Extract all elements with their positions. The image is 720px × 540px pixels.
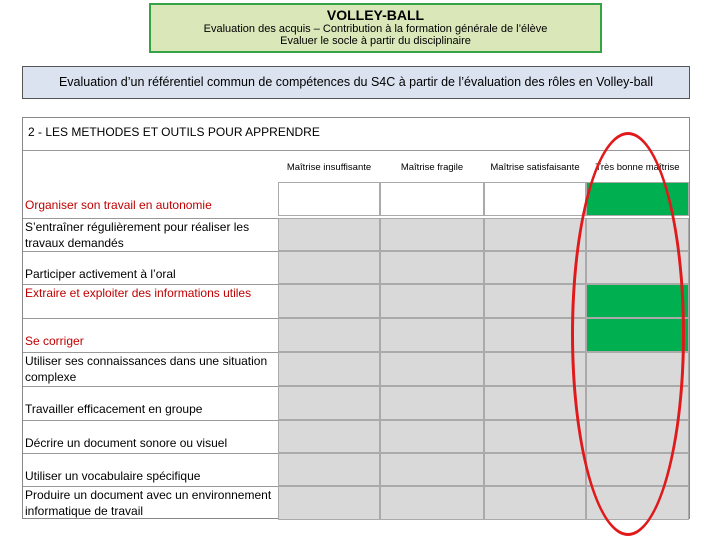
rating-cell[interactable]	[484, 182, 586, 216]
subtitle-line-2: Evaluer le socle à partir du disciplinaire	[280, 35, 471, 47]
banner: Evaluation d’un référentiel commun de compétences du S4C à partir de l’évaluation des rôles en Volley-ball	[22, 66, 690, 99]
rating-cell[interactable]	[380, 352, 484, 386]
highlight-oval	[571, 132, 685, 536]
rating-cell[interactable]	[380, 386, 484, 420]
row-label: Se corriger	[25, 334, 84, 348]
page-title: VOLLEY-BALL	[326, 7, 425, 23]
row-label: Produire un document avec un environnement informatique de travail	[25, 488, 272, 518]
row-divider	[23, 218, 278, 219]
row-divider	[23, 386, 278, 387]
column-header: Maîtrise satisfaisante	[490, 162, 580, 173]
column-header: Très bonne maîtrise	[595, 162, 680, 173]
rating-cell[interactable]	[380, 251, 484, 284]
rating-cell[interactable]	[278, 352, 380, 386]
rating-cell[interactable]	[380, 420, 484, 453]
row-divider	[23, 284, 278, 285]
rating-cell[interactable]	[484, 420, 586, 453]
rating-cell[interactable]	[484, 251, 586, 284]
rating-cell[interactable]	[380, 318, 484, 352]
row-divider	[23, 318, 278, 319]
row-label: Décrire un document sonore ou visuel	[25, 436, 228, 450]
rating-cell[interactable]	[278, 420, 380, 453]
rating-cell[interactable]	[278, 453, 380, 486]
rating-cell[interactable]	[484, 453, 586, 486]
rating-cell[interactable]	[278, 386, 380, 420]
row-divider	[23, 352, 278, 353]
row-divider	[23, 453, 278, 454]
rating-cell[interactable]	[484, 486, 586, 520]
rating-cell[interactable]	[278, 218, 380, 251]
row-label: S’entraîner régulièrement pour réaliser les travaux demandés	[25, 220, 250, 250]
row-label: Organiser son travail en autonomie	[25, 198, 212, 212]
section-divider	[23, 150, 689, 151]
row-label: Extraire et exploiter des informations utiles	[25, 286, 252, 300]
row-divider	[23, 251, 278, 252]
column-header: Maîtrise fragile	[400, 162, 464, 173]
rating-cell[interactable]	[380, 182, 484, 216]
title-box	[149, 3, 602, 53]
rating-cell[interactable]	[484, 386, 586, 420]
column-header: Maîtrise insuffisante	[286, 162, 372, 173]
rating-cell[interactable]	[278, 318, 380, 352]
rating-cell[interactable]	[278, 182, 380, 216]
rating-cell[interactable]	[278, 486, 380, 520]
rating-cell[interactable]	[278, 251, 380, 284]
row-label: Utiliser ses connaissances dans une situation complexe	[25, 354, 268, 384]
rating-cell[interactable]	[380, 453, 484, 486]
rating-cell[interactable]	[278, 284, 380, 318]
section-title: 2 - LES METHODES ET OUTILS POUR APPRENDRE	[28, 125, 320, 139]
rating-cell[interactable]	[380, 486, 484, 520]
row-divider	[23, 420, 278, 421]
row-label: Travailler efficacement en groupe	[25, 402, 203, 416]
row-label: Utiliser un vocabulaire spécifique	[25, 469, 201, 483]
subtitle-line-1: Evaluation des acquis – Contribution à la formation générale de l’élève	[203, 23, 548, 35]
rating-cell[interactable]	[380, 284, 484, 318]
row-label: Participer activement à l’oral	[25, 267, 176, 281]
rating-cell[interactable]	[380, 218, 484, 251]
row-divider	[23, 486, 278, 487]
rating-cell[interactable]	[484, 218, 586, 251]
